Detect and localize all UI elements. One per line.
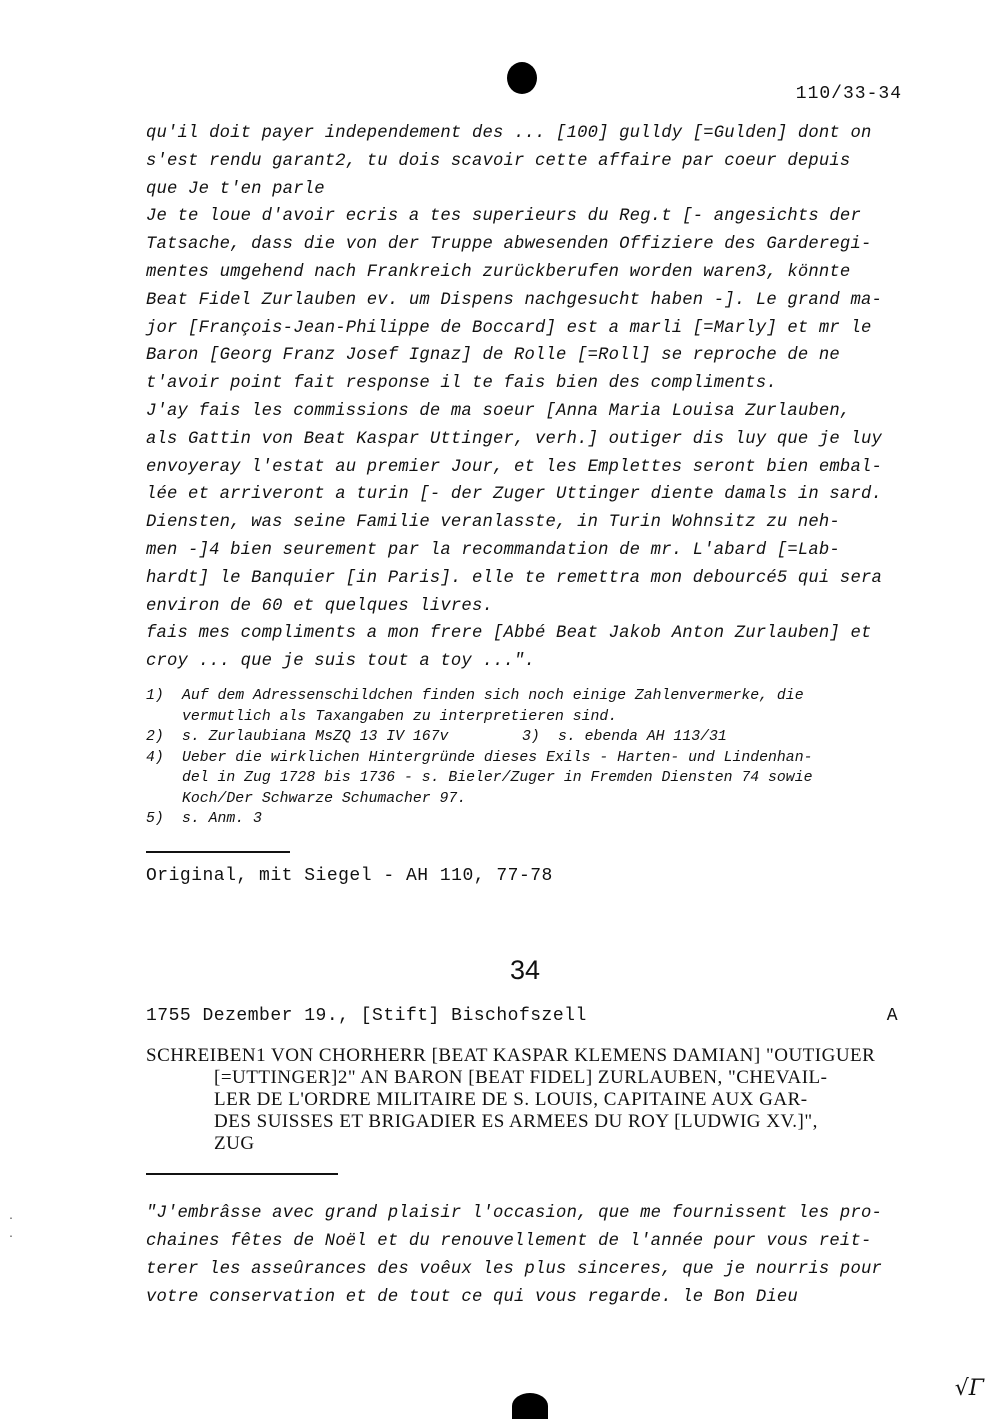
document-number: 34	[510, 955, 541, 985]
heading-line: ZUG	[214, 1133, 255, 1154]
body-line: Baron [Georg Franz Josef Ignaz] de Rolle [=Roll] se reproche de ne	[146, 346, 840, 366]
body-line: s'est rendu garant2, tu dois scavoir cette affaire par coeur depuis	[146, 151, 851, 171]
footnote-1	[146, 686, 906, 727]
body-line: Beat Fidel Zurlauben ev. um Dispens nachgesucht haben -]. Le grand ma-	[146, 290, 882, 310]
body-line: croy ... que je suis tout a toy ...".	[146, 652, 536, 672]
body-line: hardt] le Banquier [in Paris]. elle te remettra mon debourcé5 qui sera	[146, 568, 882, 588]
letter-text	[146, 1200, 906, 1312]
body-line: Tatsache, dass die von der Truppe abwesenden Offiziere des Garderegi-	[146, 235, 872, 255]
body-line: qu'il doit payer independement des ... [100] gulldy [=Gulden] dont on	[146, 124, 872, 143]
body-line: environ de 60 et quelques livres.	[146, 596, 493, 616]
dateline-letter: A	[886, 1006, 898, 1026]
heading-line: [=UTTINGER]2" AN BARON [BEAT FIDEL] ZURLAUBEN, "CHEVAIL-	[214, 1067, 828, 1088]
margin-mark: ·	[8, 1232, 15, 1243]
handwritten-initials: √Γ	[954, 1376, 984, 1401]
letter-line: chaines fêtes de Noël et du renouvellement de l'année pour vous reit-	[146, 1232, 872, 1251]
footnote-text: s. Zurlaubiana MsZQ 13 IV 167v	[182, 729, 449, 745]
footnote-number: 2)	[146, 729, 164, 745]
footnote-number: 1)	[146, 688, 164, 704]
body-line: jor [François-Jean-Philippe de Boccard] est a marli [=Marly] et mr le	[146, 318, 872, 338]
letter-line: votre conservation et de tout ce qui vous regarde. le Bon Dieu	[146, 1288, 798, 1307]
body-line: als Gattin von Beat Kaspar Uttinger, verh.] outiger dis luy que je luy	[146, 429, 882, 449]
heading-line: DES SUISSES ET BRIGADIER ES ARMEES DU ROY [LUDWIG XV.]",	[214, 1111, 818, 1132]
punch-hole-top	[507, 62, 537, 94]
heading-line: SCHREIBEN1 VON CHORHERR [BEAT KASPAR KLEMENS DAMIAN] "OUTIGUER	[146, 1045, 876, 1066]
body-line: lée et arriveront a turin [- der Zuger Uttinger diente damals in sard.	[146, 485, 882, 505]
footnote-4	[146, 748, 906, 810]
letter-line: "J'embrâsse avec grand plaisir l'occasion, que me fournissent les pro-	[146, 1204, 882, 1223]
body-line: J'ay fais les commissions de ma soeur [Anna Maria Louisa Zurlauben,	[146, 401, 851, 421]
divider-rule	[146, 1173, 338, 1175]
footnote-number: 5)	[146, 811, 164, 827]
footnote-text: del in Zug 1728 bis 1736 - s. Bieler/Zuger in Fremden Diensten 74 sowie	[182, 770, 813, 786]
body-line: Diensten, was seine Familie veranlasste, in Turin Wohnsitz zu neh-	[146, 513, 840, 533]
footnote-text: Ueber die wirklichen Hintergründe dieses Exils - Harten- und Lindenhan-	[182, 749, 813, 766]
body-line: envoyeray l'estat au premier Jour, et les Emplettes seront bien embal-	[146, 457, 882, 477]
heading-line: LER DE L'ORDRE MILITAIRE DE S. LOUIS, CAPITAINE AUX GAR-	[214, 1089, 808, 1110]
body-line: que Je t'en parle	[146, 179, 325, 199]
footnote-text: s. Anm. 3	[182, 811, 262, 827]
source-line: Original, mit Siegel - AH 110, 77-78	[146, 866, 553, 886]
body-line: fais mes compliments a mon frere [Abbé Beat Jakob Anton Zurlauben] et	[146, 624, 872, 644]
body-line: men -]4 bien seurement par la recommandation de mr. L'abard [=Lab-	[146, 540, 840, 560]
punch-hole-bottom	[512, 1393, 548, 1419]
page-reference: 110/33-34	[795, 84, 902, 104]
footnote-text: vermutlich als Taxangaben zu interpretieren sind.	[182, 708, 618, 725]
body-line: t'avoir point fait response il te fais bien des compliments.	[146, 374, 777, 394]
divider-rule	[146, 851, 290, 853]
body-line: Je te loue d'avoir ecris a tes superieurs du Reg.t [- angesichts der	[146, 207, 861, 227]
footnote-2-3	[146, 727, 906, 748]
dateline	[146, 1006, 898, 1026]
date-place: 1755 Dezember 19., [Stift] Bischofszell	[146, 1006, 587, 1026]
footnote-text: s. ebenda AH 113/31	[558, 729, 727, 745]
footnote-text: Auf dem Adressenschildchen finden sich noch einige Zahlenvermerke, die	[182, 688, 804, 704]
footnotes	[146, 686, 906, 830]
footnote-5	[146, 809, 906, 830]
letter-continuation	[146, 120, 906, 676]
footnote-number: 3)	[522, 729, 540, 745]
footnote-number: 4)	[146, 749, 164, 766]
margin-mark: ·	[8, 1214, 15, 1225]
footnote-text: Koch/Der Schwarze Schumacher 97.	[182, 790, 467, 807]
body-line: mentes umgehend nach Frankreich zurückberufen worden waren3, könnte	[146, 262, 851, 282]
document-heading	[146, 1045, 906, 1155]
letter-line: terer les asseûrances des voêux les plus sinceres, que je nourris pour	[146, 1260, 882, 1279]
